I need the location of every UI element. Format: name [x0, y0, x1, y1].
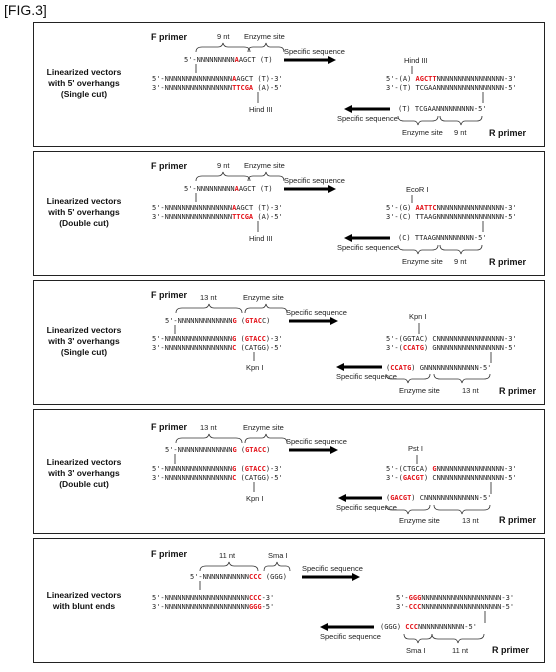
r-site-label: Sma I — [406, 646, 426, 655]
f-primer-label: F primer — [151, 549, 188, 559]
sequence-segment: ( — [236, 465, 245, 473]
f-nt-label: 9 nt — [217, 32, 230, 41]
r-primer-label: R primer — [499, 386, 537, 396]
sequence-segment: NNNNNNNNN-5' — [435, 105, 487, 113]
r-site-label: Enzyme site — [399, 386, 440, 395]
sequence-segment: (GGG) — [380, 623, 406, 631]
sequence-segment: ) — [266, 446, 271, 454]
highlighted-base-segment: CCC — [249, 573, 262, 581]
f-primer-sequence — [165, 446, 270, 454]
sequence-segment: 5'-NNNNNNNNNNNNNNNN — [152, 75, 233, 83]
specific-seq-arrowhead-f — [330, 317, 338, 325]
highlighted-base-segment: GTACC — [244, 335, 266, 343]
f-primer-sequence — [184, 185, 273, 193]
specific-seq-label-f: Specific sequence — [286, 308, 347, 317]
r-nt-label: 9 nt — [454, 128, 467, 137]
f-primer-sequence — [190, 573, 287, 581]
side-label-line-2: with 3' overhangs — [48, 336, 120, 346]
specific-seq-label-r: Specific sequence — [320, 632, 381, 641]
sequence-segment: -3' — [261, 594, 275, 602]
f-nt-label: 13 nt — [200, 293, 217, 302]
f-primer-label: F primer — [151, 161, 188, 171]
side-label-line-2: with 5' overhangs — [48, 78, 120, 88]
specific-seq-arrowhead-r — [338, 494, 346, 502]
sequence-segment: 3'- — [396, 603, 409, 611]
sequence-segment: ) CNNNNNNNNNNNNN-5' — [411, 494, 492, 502]
highlighted-base-segment: G — [232, 335, 237, 343]
panel-5-overhang-double-cut — [33, 151, 545, 276]
side-label-line-1: Linearized vectors — [46, 590, 122, 600]
sequence-segment: ) GNNNNNNNNNNNNNNNN-5' — [423, 344, 517, 352]
highlighted-base-segment: CCATG — [402, 344, 424, 352]
highlighted-base-segment: CCC — [405, 623, 418, 631]
r-nt-brace — [434, 505, 490, 514]
f-site-brace — [264, 562, 290, 571]
highlighted-base-segment: G — [232, 446, 237, 454]
r-primer-label: R primer — [492, 645, 530, 655]
f-site-brace — [248, 43, 284, 52]
right-enzyme-label: Pst I — [408, 444, 424, 453]
r-nt-label: 13 nt — [462, 516, 479, 525]
specific-seq-arrowhead-f — [330, 446, 338, 454]
r-primer-label: R primer — [489, 128, 527, 138]
sequence-segment: 3'-NNNNNNNNNNNNNNNN — [152, 84, 233, 92]
specific-seq-arrowhead-r — [344, 105, 352, 113]
sequence-segment: 3'-(T) TCGAA — [386, 84, 437, 92]
panel-3-overhang-double-cut — [33, 409, 545, 534]
specific-seq-label-r: Specific sequence — [336, 503, 397, 512]
left-enzyme-label: Kpn I — [246, 494, 264, 503]
left-top-strand — [152, 465, 283, 473]
f-nt-brace — [176, 304, 242, 313]
sequence-segment: 3'-NNNNNNNNNNNNNNNN — [152, 213, 233, 221]
highlighted-base-segment: GACGT — [390, 494, 412, 502]
specific-seq-label-f: Specific sequence — [286, 437, 347, 446]
panel-5-overhang-single-cut — [33, 22, 545, 147]
sequence-segment: NNNNNNNNN-5' — [435, 234, 487, 242]
sequence-segment: 5'- — [184, 56, 197, 64]
highlighted-base-segment: AATTC — [415, 204, 437, 212]
sequence-segment: 3'-NNNNNNNNNNNNNNNN — [152, 344, 233, 352]
highlighted-base-segment: GGG — [408, 594, 422, 602]
f-site-label: Enzyme site — [244, 161, 285, 170]
r-nt-brace — [440, 245, 482, 254]
sequence-segment: )-3' — [265, 465, 283, 473]
left-top-strand — [152, 204, 283, 212]
f-site-brace — [245, 434, 287, 443]
specific-seq-arrowhead-f — [328, 56, 336, 64]
panel-3-overhang-single-cut — [33, 280, 545, 405]
f-site-label: Enzyme site — [244, 32, 285, 41]
sequence-segment: 5'-(CTGCA) — [386, 465, 433, 473]
highlighted-base-segment: GTAC — [245, 317, 262, 325]
right-bottom-strand — [386, 213, 517, 221]
sequence-segment: NNNNNNNNNNNNNNNN-5' — [436, 84, 517, 92]
sequence-segment: AGCT (T) — [238, 185, 273, 193]
r-site-label: Enzyme site — [399, 516, 440, 525]
side-label-line-2: with blunt ends — [52, 601, 116, 611]
sequence-segment: (A)-5' — [253, 213, 283, 221]
highlighted-base-segment: G — [232, 317, 237, 325]
highlighted-base-segment: GACGT — [402, 474, 424, 482]
left-bottom-strand — [152, 84, 283, 92]
sequence-segment: ) GNNNNNNNNNNNNN-5' — [411, 364, 492, 372]
sequence-segment: NNNNNNNNN — [196, 56, 235, 64]
r-site-brace — [398, 245, 438, 254]
side-label-line-3: (Double cut) — [59, 479, 109, 489]
f-nt-brace — [176, 434, 242, 443]
f-primer-sequence — [165, 317, 270, 325]
sequence-segment: NNNNNNNNNNNNNNNN-3' — [436, 465, 517, 473]
sequence-segment: NNNNNNNNNNNNNNNN-5' — [436, 213, 517, 221]
f-site-brace — [248, 172, 284, 181]
sequence-segment: (CATGG)-5' — [236, 344, 283, 352]
highlighted-base-segment: TTCGA — [232, 84, 254, 92]
f-nt-brace — [196, 172, 250, 181]
sequence-segment: ( — [236, 335, 245, 343]
specific-seq-arrowhead-r — [344, 234, 352, 242]
right-top-strand — [386, 465, 517, 473]
sequence-segment: 5'-(G) — [386, 204, 416, 212]
f-primer-label: F primer — [151, 32, 188, 42]
sequence-segment: NNNNNNNNNNNNNNNN-3' — [436, 75, 517, 83]
specific-seq-arrowhead-f — [352, 573, 360, 581]
highlighted-base-segment: CCC — [408, 603, 422, 611]
side-label-line-3: (Double cut) — [59, 218, 109, 228]
sequence-segment: 5'-NNNNNNNNNNNNNNNN — [152, 465, 233, 473]
sequence-segment: (C) TTAAG — [398, 234, 436, 242]
side-label-line-1: Linearized vectors — [46, 457, 122, 467]
sequence-segment: 5'-NNNNNNNNNNNNNNNN — [152, 335, 233, 343]
right-enzyme-label: Kpn I — [409, 312, 427, 321]
specific-seq-label-f: Specific sequence — [284, 47, 345, 56]
r-nt-label: 9 nt — [454, 257, 467, 266]
r-site-brace — [404, 634, 432, 643]
highlighted-base-segment: AGCTT — [415, 75, 437, 83]
sequence-segment: (CATGG)-5' — [236, 474, 283, 482]
left-bottom-strand — [152, 603, 274, 611]
sequence-segment: NNNNNNNNN — [196, 185, 235, 193]
sequence-segment: ( — [386, 494, 391, 502]
highlighted-base-segment: TTCGA — [232, 213, 254, 221]
f-primer-label: F primer — [151, 290, 188, 300]
r-primer-label: R primer — [499, 515, 537, 525]
r-nt-brace — [432, 634, 484, 643]
side-label-line-3: (Single cut) — [60, 347, 108, 357]
sequence-segment: ( — [386, 364, 391, 372]
left-bottom-strand — [152, 213, 283, 221]
right-top-strand — [386, 335, 517, 343]
panel-blunt-ends — [33, 538, 545, 663]
r-nt-label: 13 nt — [462, 386, 479, 395]
sequence-segment: 5'- — [184, 185, 197, 193]
highlighted-base-segment: GGG — [248, 603, 262, 611]
sequence-segment: C) — [261, 317, 271, 325]
r-nt-brace — [440, 116, 482, 125]
right-bottom-strand — [396, 603, 514, 611]
sequence-segment: (GGG) — [261, 573, 287, 581]
side-label-line-2: with 5' overhangs — [48, 207, 120, 217]
panel-diagram — [34, 410, 544, 533]
left-top-strand — [152, 335, 283, 343]
side-label-line-1: Linearized vectors — [46, 325, 122, 335]
highlighted-base-segment: A — [232, 75, 237, 83]
f-nt-label: 13 nt — [200, 423, 217, 432]
sequence-segment: 5'-NNNNNNNNNNNNNNNN — [152, 204, 233, 212]
right-bottom-strand — [386, 474, 517, 482]
f-nt-brace — [196, 43, 250, 52]
specific-seq-arrowhead-r — [320, 623, 328, 631]
highlighted-base-segment: GTACC — [245, 446, 267, 454]
sequence-segment: 5'-(A) — [386, 75, 416, 83]
r-site-brace — [398, 116, 438, 125]
r-primer-sequence — [386, 364, 491, 372]
side-label-line-1: Linearized vectors — [46, 67, 122, 77]
sequence-segment: 5'-NNNNNNNNNNN — [190, 573, 250, 581]
sequence-segment: 3'-( — [386, 474, 403, 482]
sequence-segment: 5'-NNNNNNNNNNNNN — [165, 446, 233, 454]
r-nt-brace — [434, 374, 490, 383]
sequence-segment: NNNNNNNNNNNNNNNNNNN-3' — [421, 594, 515, 602]
sequence-segment: 5'-(GGTAC) CNNNNNNNNNNNNNNNN-3' — [386, 335, 517, 343]
right-enzyme-label: Hind III — [404, 56, 428, 65]
specific-seq-label-f: Specific sequence — [302, 564, 363, 573]
left-enzyme-label: Kpn I — [246, 363, 264, 372]
sequence-segment: ( — [236, 446, 246, 454]
sequence-segment: ) CNNNNNNNNNNNNNNNN-5' — [423, 474, 517, 482]
highlighted-base-segment: CCATG — [390, 364, 412, 372]
specific-seq-label-r: Specific sequence — [337, 243, 398, 252]
highlighted-base-segment: C — [232, 474, 237, 482]
left-enzyme-label: Hind III — [249, 105, 273, 114]
sequence-segment: NNNNNNNNNNN-5' — [417, 623, 477, 631]
left-enzyme-label: Hind III — [249, 234, 273, 243]
sequence-segment: NNNNNNNNNNNNNNNN-3' — [436, 204, 517, 212]
right-enzyme-label: EcoR I — [406, 185, 429, 194]
r-primer-sequence — [386, 494, 491, 502]
sequence-segment: )-3' — [265, 335, 283, 343]
right-bottom-strand — [386, 344, 517, 352]
sequence-segment: ( — [236, 317, 246, 325]
panel-diagram — [34, 23, 544, 146]
highlighted-base-segment: G — [232, 465, 237, 473]
r-primer-sequence — [398, 234, 487, 242]
r-primer-label: R primer — [489, 257, 527, 267]
left-bottom-strand — [152, 344, 283, 352]
f-site-label: Enzyme site — [243, 423, 284, 432]
f-site-label: Sma I — [268, 551, 288, 560]
highlighted-base-segment: A — [232, 204, 237, 212]
specific-seq-label-f: Specific sequence — [284, 176, 345, 185]
right-bottom-strand — [386, 84, 517, 92]
sequence-segment: 5'- — [396, 594, 409, 602]
r-nt-label: 11 nt — [452, 646, 469, 655]
highlighted-base-segment: GTACC — [244, 465, 266, 473]
f-primer-label: F primer — [151, 422, 188, 432]
r-primer-sequence — [380, 623, 477, 631]
right-top-strand — [386, 204, 517, 212]
side-label-line-2: with 3' overhangs — [48, 468, 120, 478]
sequence-segment: 3'-( — [386, 344, 403, 352]
r-site-label: Enzyme site — [402, 128, 443, 137]
highlighted-base-segment: C — [232, 344, 237, 352]
panel-diagram — [34, 152, 544, 275]
highlighted-base-segment: G — [432, 465, 437, 473]
highlighted-base-segment: A — [234, 56, 239, 64]
sequence-segment: 3'-NNNNNNNNNNNNNNNNNNNN — [152, 603, 249, 611]
f-nt-label: 11 nt — [219, 551, 236, 560]
highlighted-base-segment: CCC — [248, 594, 262, 602]
right-top-strand — [386, 75, 517, 83]
f-site-brace — [245, 304, 287, 313]
f-site-label: Enzyme site — [243, 293, 284, 302]
left-top-strand — [152, 594, 274, 602]
sequence-segment: 5'-NNNNNNNNNNNNN — [165, 317, 233, 325]
f-nt-brace — [200, 562, 258, 571]
sequence-segment: -5' — [261, 603, 275, 611]
left-top-strand — [152, 75, 283, 83]
right-top-strand — [396, 594, 514, 602]
f-nt-label: 9 nt — [217, 161, 230, 170]
r-site-label: Enzyme site — [402, 257, 443, 266]
sequence-segment: AGCT (T) — [238, 56, 273, 64]
side-label-line-1: Linearized vectors — [46, 196, 122, 206]
sequence-segment: 3'-NNNNNNNNNNNNNNNN — [152, 474, 233, 482]
figure-label: [FIG.3] — [4, 2, 47, 18]
r-primer-sequence — [398, 105, 487, 113]
highlighted-base-segment: A — [234, 185, 239, 193]
sequence-segment: (T) TCGAA — [398, 105, 436, 113]
sequence-segment: AGCT (T)-3' — [236, 204, 283, 212]
left-bottom-strand — [152, 474, 283, 482]
f-primer-sequence — [184, 56, 273, 64]
side-label-line-3: (Single cut) — [60, 89, 108, 99]
sequence-segment: 3'-(C) TTAAG — [386, 213, 437, 221]
specific-seq-arrowhead-f — [328, 185, 336, 193]
specific-seq-arrowhead-r — [336, 363, 344, 371]
panel-diagram — [34, 281, 544, 404]
sequence-segment: 5'-NNNNNNNNNNNNNNNNNNNN — [152, 594, 249, 602]
sequence-segment: NNNNNNNNNNNNNNNNNNN-5' — [421, 603, 515, 611]
panel-diagram — [34, 539, 544, 662]
specific-seq-label-r: Specific sequence — [337, 114, 398, 123]
specific-seq-label-r: Specific sequence — [336, 372, 397, 381]
sequence-segment: AGCT (T)-3' — [236, 75, 283, 83]
sequence-segment: (A)-5' — [253, 84, 283, 92]
